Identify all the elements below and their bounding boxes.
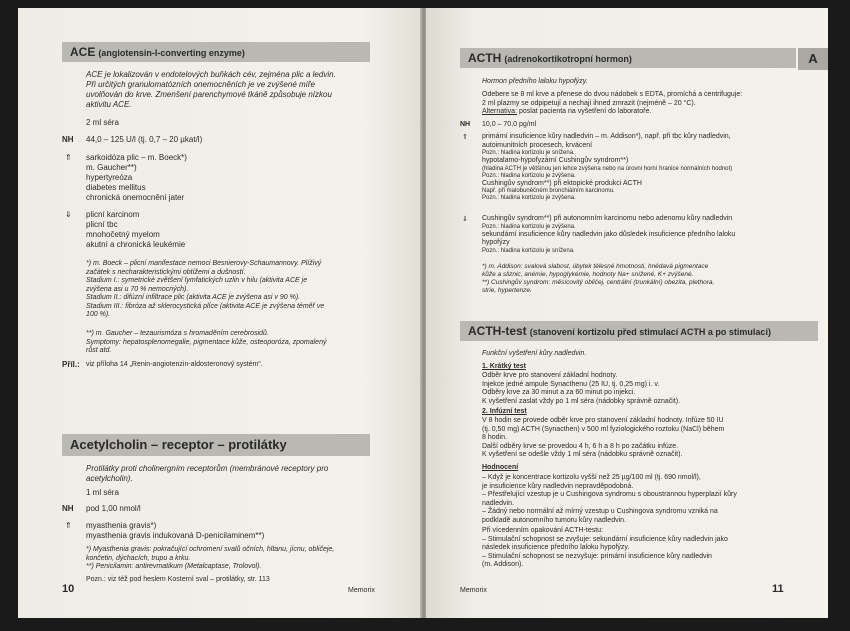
acth-footnotes: *) m. Addison: svalová slabost, úbytek tělesné hmotnosti, hnědavá pigmentace kůže a sliznic, anémie, hypoglykémie, hodnoty Na+ snížené, K+ zvýšené. **) Cushingův syndrom: měsícovitý obličej, centrální (trunkální) obezita, plethora, strie, hypertenze. xyxy=(482,263,715,294)
acetylcholin-footnotes: *) Myasthenia gravis: pokračující ochromení svalů očních, hltanu, jícnu, obličeje, končetin, dýchacích, trupu a krku. **) Penicilamin: antirevmatikum (Metalcaptase, Trolovol). xyxy=(86,546,335,570)
text-line: hypotalamo-hypofyzární Cushingův syndrom**) xyxy=(482,157,629,164)
evaluation-title: Hodnocení xyxy=(482,464,519,471)
decrease-icon: ⇓ xyxy=(65,210,72,219)
short-test-title: 1. Krátký test xyxy=(482,363,526,370)
acth-title: ACTH xyxy=(468,51,502,65)
acth-description: Hormon předního laloku hypofýzy. xyxy=(482,78,588,85)
acth-subtitle: (adrenokortikotropní hormon) xyxy=(504,54,632,64)
acth-alternative: poslat pacienta na vyšetření do laboratoře. xyxy=(517,108,652,115)
text-line: Pozn.: hladina kortizolu je snížena. xyxy=(482,150,575,156)
footer-memorix-left: Memorix xyxy=(348,587,375,594)
ace-title: ACE xyxy=(70,45,96,59)
ace-subtitle: (angiotensin-I-converting enzyme) xyxy=(98,48,245,58)
infusion-test-title: 2. Infúzní test xyxy=(482,408,527,415)
acth-nh-value: 10,0 – 70,0 pg/ml xyxy=(482,121,537,128)
section-tab-letter: A xyxy=(798,48,828,70)
text-line: Cushingův syndrom**) při autonomním karcinomu nebo adenomu kůry nadledvin xyxy=(482,215,733,222)
increase-icon: ⇑ xyxy=(65,153,72,162)
acth-alternative-label: Alternativa: xyxy=(482,108,518,115)
ace-description: ACE je lokalizován v endotelových buňkách cév, zejména plic a ledvin. Při určitých granulomatózních onemocněních je ve zvýšené míře uvolňován do krve. Zmenšení parenchymové tkáně způsobuje nízkou aktivitu ACE. xyxy=(86,70,336,109)
ace-pril-label: Příl.: xyxy=(62,360,80,369)
ace-footnote-boeck: *) m. Boeck – plicní manifestace nemoci Besnierovy-Schaumannovy. Plíživý začátek s necharakteristickými obtížemi a dušností. Stadium I.: symetrické zvětšení lymfatických uzlin v hilu (aktivita ACE je zvýšena asi u 70 % nemocných). Stadium II.: difúzní infiltrace plic (aktivita ACE je zvýšena asi v 90 %). Stadium III.: fibróza až sklerocystická plíce (aktivita ACE je zvýšena téměř ve 100 %). xyxy=(86,260,325,318)
text-line: primární insuficience kůry nadledvin – m. Addison*), např. při tbc kůry nadledvin, xyxy=(482,133,731,140)
ace-footnote-gaucher: **) m. Gaucher – tezaurismóza s hromaděním cerebrosidů. Symptomy: hepatosplenomegalie, pigmentace kůže, osteoporóza, zpomalený růst atd. xyxy=(86,330,327,354)
acetylcholin-header: Acetylcholin – receptor – protilátky xyxy=(62,434,370,456)
acth-test-header xyxy=(460,321,818,341)
page-number-left: 10 xyxy=(62,583,75,595)
acth-test-title: ACTH-test xyxy=(468,324,527,338)
acth-nh-label: NH xyxy=(460,121,471,128)
increase-icon: ⇑ xyxy=(65,521,72,530)
text-line: Pozn.: hladina kortizolu je snížena. xyxy=(482,247,575,254)
ace-header xyxy=(62,42,370,62)
text-line: autoimunitních procesech, krvácení xyxy=(482,141,593,149)
page-number-right: 11 xyxy=(772,583,784,595)
ace-increase-list: sarkoidóza plic – m. Boeck*) m. Gaucher**) hypertyreóza diabetes mellitus chronická onemocnění jater xyxy=(86,153,187,202)
acth-test-subtitle: (stanovení kortizolu před stimulací ACTH a po stimulaci) xyxy=(529,327,771,337)
infusion-test-steps: V 8 hodin se provede odběr krve pro stanovení základní hodnoty. Infúze 50 IU (tj. 0,50 mg) ACTH (Synacthen) v 500 ml fyziologického roztoku (NaCl) během 8 hodin. Další odběry krve se provedou 4 h, 6 h a 8 h po začátku infúze. K vyšetření se odešle vždy 1 ml séra (nádobku správně označit). xyxy=(482,417,725,458)
text-line: Např. při malobuněčném bronchiálním karcinomu. xyxy=(482,188,615,194)
left-page xyxy=(18,8,422,618)
ace-nh-label: NH xyxy=(62,135,74,144)
acetylcholin-increase-list: myasthenia gravis*) myasthenia gravis indukovaná D-penicilaminem**) xyxy=(86,521,265,540)
footer-memorix-right: Memorix xyxy=(460,587,487,594)
decrease-icon: ⇓ xyxy=(462,216,468,223)
acetylcholin-nh-value: pod 1,00 nmol/l xyxy=(86,504,141,513)
acth-decrease-list xyxy=(482,215,822,255)
text-line: Cushingův syndrom**) při ektopické produkci ACTH xyxy=(482,179,642,187)
acetylcholin-pozn: Pozn.: viz též pod heslem Kosterní sval – protilátky, str. 113 xyxy=(86,576,270,583)
text-line: Pozn.: hladina kortizolu je zvýšena. xyxy=(482,172,576,179)
right-page xyxy=(426,8,828,618)
ace-sample: 2 ml séra xyxy=(86,118,119,127)
text-line: hypofýzy xyxy=(482,239,510,246)
acth-increase-list xyxy=(482,133,822,202)
evaluation-list: – Když je koncentrace kortizolu vyšší než 25 µg/100 ml (tj. 690 nmol/l), je insuficience kůry nadledvin nepravděpodobná. – Přestřelující vzestup je u Cushingova syndromu s oboustrannou hyperplazií kůry nadledvin. – Žádný nebo normální až mírný vzestup u Cushingova syndromu vzniká na podkladě autonomního tumoru kůry nadledvin. Při vícedenním opakování ACTH-testu: – Stimulační schopnost se zvyšuje: sekundární insuficience kůry nadledvin jako následek insuficience předního laloku hypofýzy. – Stimulační schopnost se nezvyšuje: primární insuficience kůry nadledvin (m. Addison). xyxy=(482,474,737,568)
acth-header xyxy=(460,48,796,68)
ace-pril: viz příloha 14 „Renin-angiotenzin-aldosteronový systém“. xyxy=(86,361,263,368)
text-line: (hladina ACTH je většinou jen lehce zvýšena nebo na úrovni horní hranice normálních hodnot) xyxy=(482,165,733,172)
acetylcholin-sample: 1 ml séra xyxy=(86,488,119,497)
acth-sample: Odebere se 8 ml krve a přenese do dvou nádobek s EDTA, promíchá a centrifuguje: 2 ml plazmy se odpipetují a nechají ihned zmrazit (nejméně – 20 °C). Alternativa: poslat pacienta na vyšetření do laboratoře. xyxy=(482,91,743,115)
acth-test-description: Funkční vyšetření kůry nadledvin. xyxy=(482,350,587,357)
text-line: Pozn.: hladina kortizolu je zvýšena. xyxy=(482,195,576,201)
ace-decrease-list: plicní karcinom plicní tbc mnohočetný myelom akutní a chronická leukémie xyxy=(86,210,186,249)
increase-icon: ⇑ xyxy=(462,134,468,141)
text-line: sekundární insuficience kůry nadledvin jako důsledek insuficience předního laloku xyxy=(482,230,736,238)
ace-nh-value: 44,0 – 125 U/l (tj. 0,7 – 20 µkat/l) xyxy=(86,135,203,144)
text-line: Pozn.: hladina kortizolu je zvýšena. xyxy=(482,223,576,230)
short-test-steps: Odběr krve pro stanovení základní hodnoty. Injekce jedné ampule Synacthenu (25 IU, tj. 0,25 mg) i. v. Odběry krve za 30 minut a za 60 minut po injekci. K vyšetření zaslat vždy po 1 ml séra (nádobky správně označit). xyxy=(482,372,681,405)
acetylcholin-nh-label: NH xyxy=(62,504,74,513)
acetylcholin-description: Protilátky proti cholinergním receptorům (membránové receptory pro acetylcholin). xyxy=(86,464,329,483)
